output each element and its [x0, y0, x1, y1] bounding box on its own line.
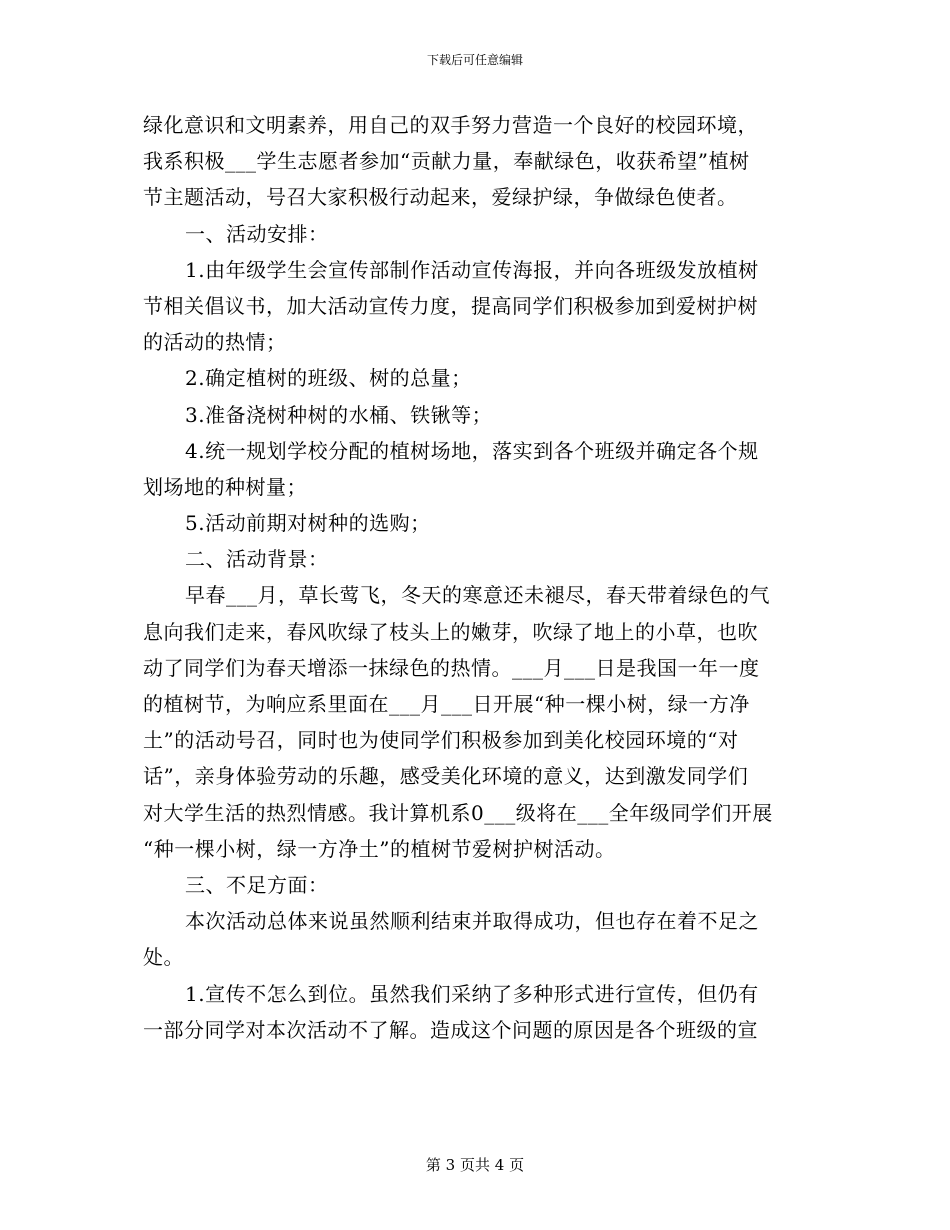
text-line: 对大学生活的热烈情感。我计算机系0___级将在___全年级同学们开展	[143, 800, 773, 825]
text-line: 话”，亲身体验劳动的乐趣，感受美化环境的意义，达到激发同学们	[143, 764, 749, 789]
text-line: 划场地的种树量；	[143, 474, 307, 499]
text-line: “种一棵小树，绿一方净土”的植树节爱树护树活动。	[143, 836, 616, 861]
text-line: 节相关倡议书，加大活动宣传力度，提高同学们积极参加到爱树护树	[143, 293, 758, 318]
text-line: 3.准备浇树种树的水桶、铁锹等；	[185, 402, 493, 427]
text-line: 本次活动总体来说虽然顺利结束并取得成功，但也存在着不足之	[185, 909, 759, 934]
text-line: 4.统一规划学校分配的植树场地，落实到各个班级并确定各个规	[185, 438, 759, 463]
page-footer: 第 3 页共 4 页	[425, 1156, 525, 1174]
document-body	[143, 107, 808, 1048]
text-line: 处。	[143, 945, 184, 970]
text-line: 节主题活动，号召大家积极行动起来，爱绿护绿，争做绿色使者。	[143, 185, 738, 210]
text-line: 动了同学们为春天增添一抹绿色的热情。___月___日是我国一年一度	[143, 655, 760, 680]
text-line: 1.宣传不怎么到位。虽然我们采纳了多种形式进行宣传，但仍有	[185, 981, 759, 1006]
text-line: 2.确定植树的班级、树的总量；	[185, 366, 472, 391]
text-line: 我系积极___学生志愿者参加“贡献力量，奉献绿色，收获希望”植树	[143, 149, 750, 174]
text-line: 早春___月，草长莺飞，冬天的寒意还未褪尽，春天带着绿色的气	[185, 583, 770, 608]
text-line: 土”的活动号召，同时也为使同学们积极参加到美化校园环境的“对	[143, 728, 739, 753]
text-line: 的活动的热情；	[143, 330, 287, 355]
text-line: 1.由年级学生会宣传部制作活动宣传海报，并向各班级发放植树	[185, 257, 759, 282]
text-line: 三、不足方面：	[185, 872, 329, 897]
page-header: 下载后可任意编辑	[426, 53, 523, 67]
text-line: 的植树节，为响应系里面在___月___日开展“种一棵小树，绿一方净	[143, 692, 750, 716]
text-line: 一部分同学对本次活动不了解。造成这个问题的原因是各个班级的宣	[143, 1017, 758, 1042]
text-line: 一、活动安排：	[185, 221, 329, 246]
text-line: 5.活动前期对树种的选购；	[185, 511, 431, 536]
text-line: 绿化意识和文明素养，用自己的双手努力营造一个良好的校园环境，	[143, 113, 758, 137]
text-line: 二、活动背景：	[185, 547, 329, 572]
text-line: 息向我们走来，春风吹绿了枝头上的嫩芽，吹绿了地上的小草，也吹	[143, 619, 758, 644]
